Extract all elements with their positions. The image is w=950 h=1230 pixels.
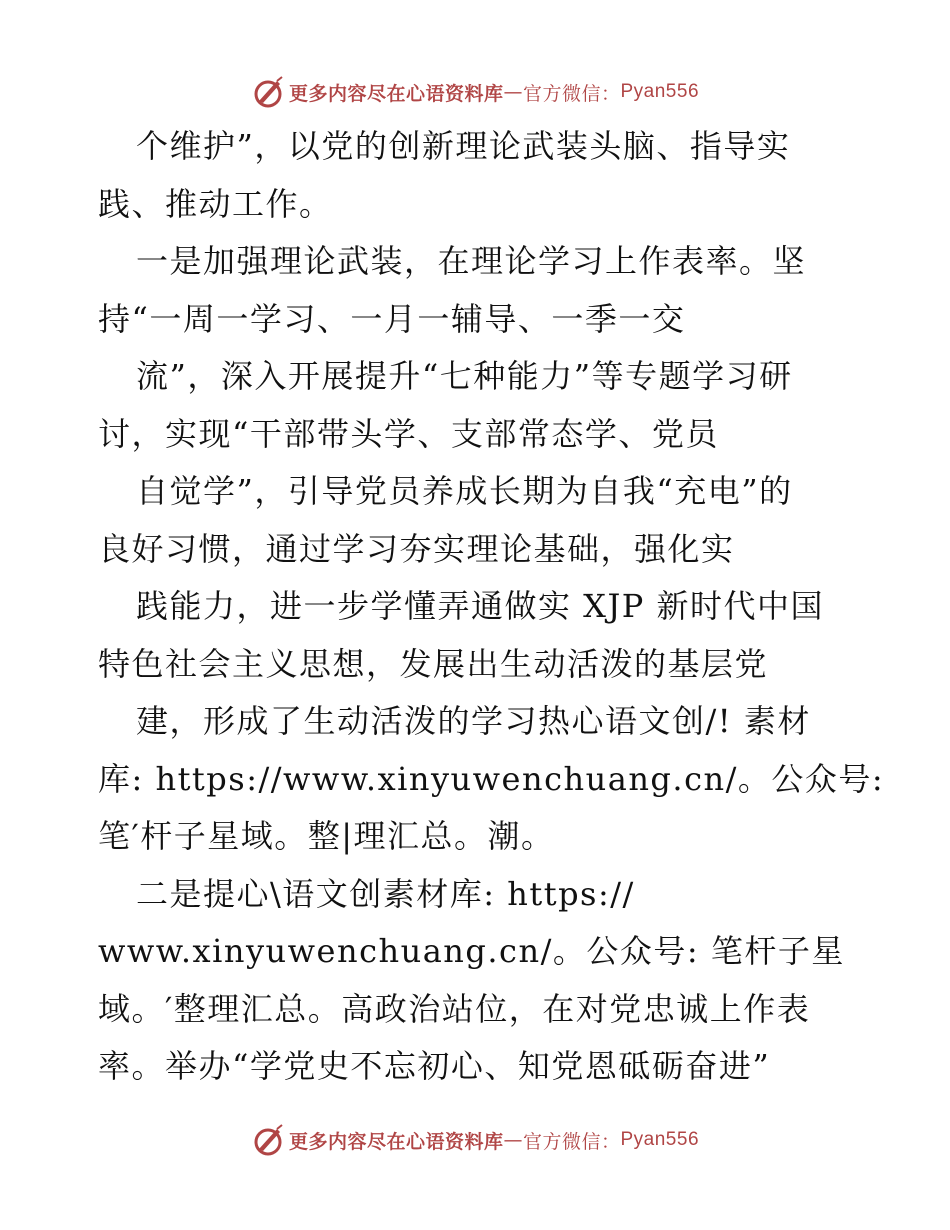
text-line: www.xinyuwenchuang.cn/。公众号: 笔杆子星 (98, 932, 845, 970)
text-line: 特色社会主义思想，发展出生动活泼的基层党 (98, 644, 769, 683)
text-line: 个维护”，以党的创新理论武装头脑、指导实 (136, 127, 791, 165)
header-separator: — (503, 81, 523, 103)
text-line: 库: https://www.xinyuwenchuang.cn/。公众号: (98, 759, 885, 798)
text-line: 自觉学”，引导党员养成长期为自我“充电”的 (136, 472, 793, 510)
text-line: 率。举办“学党史不忘初心、知党恩砥砺奋进” (98, 1047, 771, 1085)
header-wechat-label: 官方微信： (522, 82, 621, 105)
footer-wechat-id: Pyan556 (620, 1129, 700, 1150)
header-wechat-id: Pyan556 (620, 81, 700, 102)
text-line: 笔′杆子星域。整|理汇总。潮。 (98, 817, 555, 855)
footer-separator: — (503, 1129, 523, 1151)
text-line: 践、推动工作。 (98, 184, 333, 223)
footer-wechat-label: 官方微信： (522, 1130, 621, 1153)
text-line: 践能力，进一步学懂弄通做实 XJP 新时代中国 (136, 587, 824, 625)
text-line: 良好习惯，通过学习夯实理论基础，强化实 (98, 529, 735, 568)
text-line: 讨，实现“干部带头学、支部常态学、党员 (98, 414, 719, 453)
text-line: 二是提心\语文创素材库: https:// (136, 874, 635, 913)
quill-pen-icon (251, 1123, 285, 1157)
footer-watermark-banner (0, 1120, 950, 1160)
header-watermark-banner (0, 72, 950, 112)
text-line: 一是加强理论武装，在理论学习上作表率。坚 (136, 242, 807, 280)
footer-brand-text: 更多内容尽在心语资料库 (288, 1130, 504, 1153)
quill-pen-icon (251, 75, 285, 109)
header-brand-text: 更多内容尽在心语资料库 (288, 82, 504, 105)
text-line: 流”，深入开展提升“七种能力”等专题学习研 (136, 357, 793, 395)
document-body (98, 118, 885, 1096)
text-line: 域。′整理汇总。高政治站位，在对党忠诚上作表 (98, 989, 811, 1028)
text-line: 建，形成了生动活泼的学习热心语文创/! 素材 (136, 702, 811, 740)
text-line: 持“一周一学习、一月一辅导、一季一交 (98, 299, 686, 338)
